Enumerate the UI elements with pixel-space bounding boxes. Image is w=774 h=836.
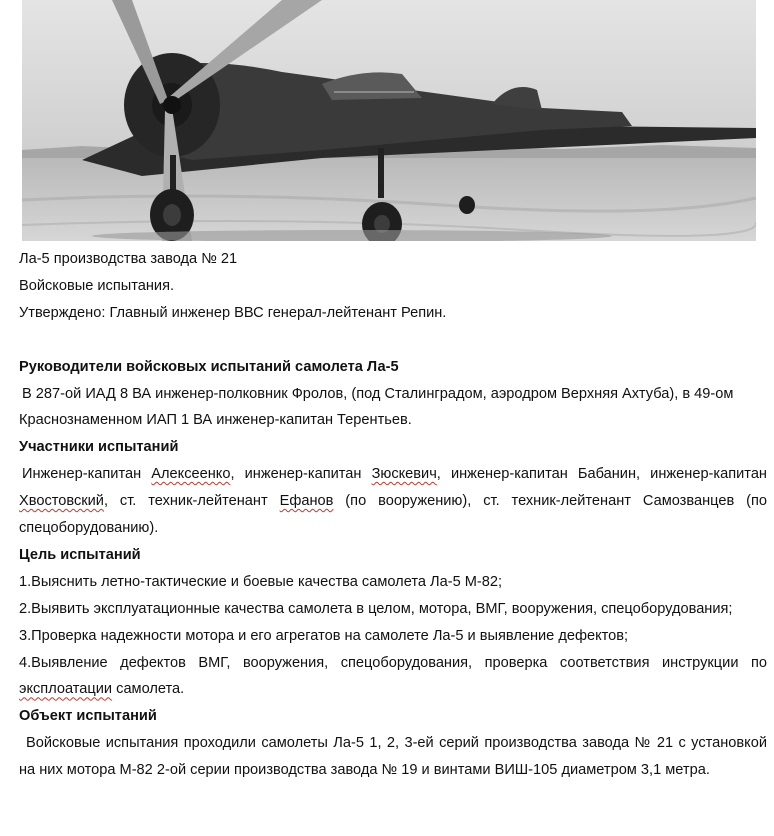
participant-name: Зюскевич xyxy=(371,466,437,483)
participants-text-part: , ст. техник-лейтенант xyxy=(103,493,280,510)
caption-subtitle: Войсковые испытания. xyxy=(19,277,175,294)
goal-item: 1.Выяснить летно-тактические и боевые качества самолета Ла-5 М-82; xyxy=(19,573,503,590)
object-heading: Объект испытаний xyxy=(19,708,157,725)
goal-item-part: 4.Выявление дефектов ВМГ, вооружения, спецоборудования, проверка соответствия инструкции по xyxy=(19,654,767,671)
participants-text-part: , инженер-капитан Бабанин, инженер-капитан xyxy=(436,466,767,483)
document-body xyxy=(19,246,767,784)
participants-text xyxy=(19,461,767,542)
spacer xyxy=(19,327,767,354)
fighter-aircraft-photo xyxy=(22,0,756,241)
leaders-text: В 287-ой ИАД 8 ВА инженер-полковник Фролов, (под Сталинградом, аэродром Верхняя Ахтуба), в 49-ом Краснознаменном ИАП 1 ВА инженер-капитан Терентьев. xyxy=(19,385,734,429)
leaders-heading: Руководители войсковых испытаний самолета Ла-5 xyxy=(19,358,399,375)
goal-item-misspelled-word: эксплоатации xyxy=(19,681,113,698)
participants-heading: Участники испытаний xyxy=(19,439,179,456)
object-text: Войсковые испытания проходили самолеты Ла-5 1, 2, 3-ей серий производства завода № 21 с установкой на них мотора М-82 2-ой серии производства завода № 19 и винтами ВИШ-105 диаметром 3,1 метра. xyxy=(19,735,767,779)
participants-text-part: (по вооружению), ст. техник-лейтенант Самозванцев (по спецоборудованию). xyxy=(19,493,767,537)
goals-heading: Цель испытаний xyxy=(19,546,141,563)
participant-name: Алексеенко xyxy=(151,466,231,483)
participants-text-part: Инженер-капитан xyxy=(22,466,152,483)
approval-line: Утверждено: Главный инженер ВВС генерал-лейтенант Репин. xyxy=(19,304,447,321)
goal-item xyxy=(19,650,767,704)
goal-item: 3.Проверка надежности мотора и его агрегатов на самолете Ла-5 и выявление дефектов; xyxy=(19,627,629,644)
caption-title: Ла-5 производства завода № 21 xyxy=(19,251,238,267)
participants-text-part: , инженер-капитан xyxy=(230,466,372,483)
goal-item: 2.Выявить эксплуатационные качества самолета в целом, мотора, ВМГ, вооружения, спецоборудования; xyxy=(19,600,733,617)
aircraft-photo xyxy=(22,0,756,241)
goal-item-part: самолета. xyxy=(112,681,185,698)
participant-name: Хвостовский xyxy=(19,493,104,510)
participant-name: Ефанов xyxy=(279,493,334,510)
